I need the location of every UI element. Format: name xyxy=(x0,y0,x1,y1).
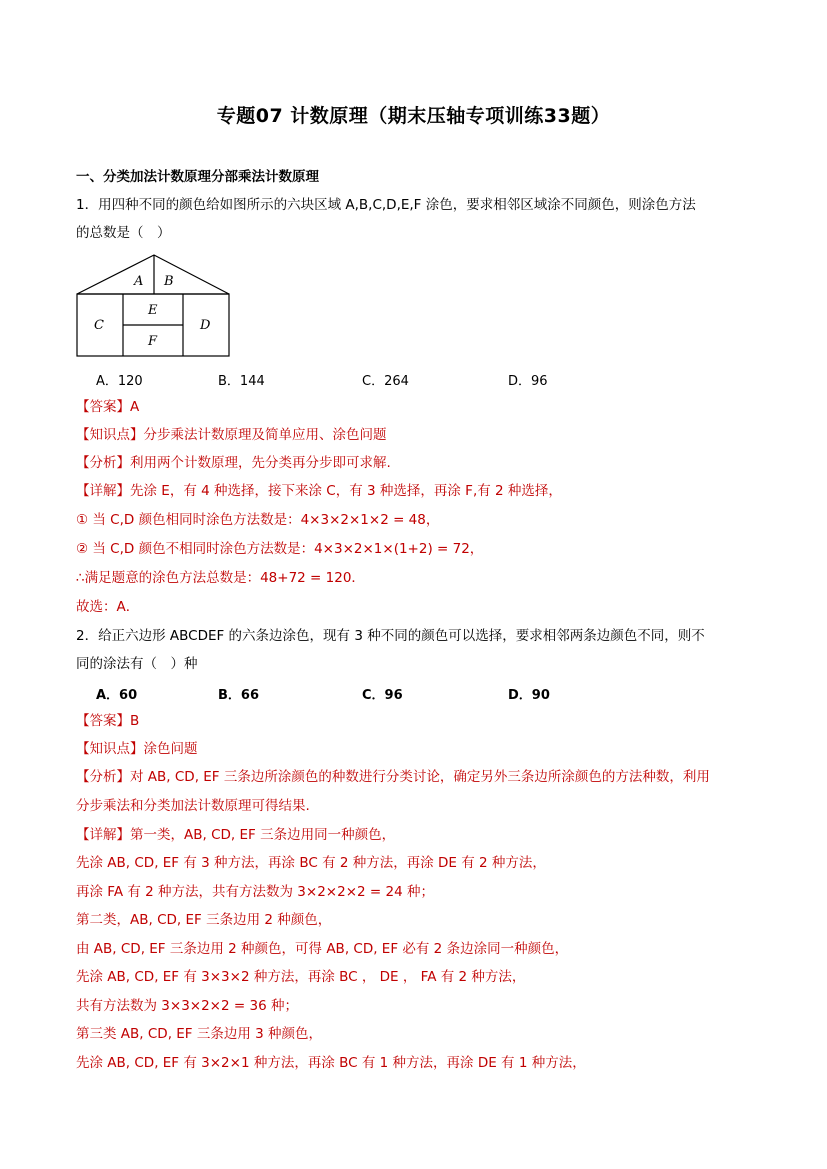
region-label-b: B xyxy=(164,274,174,289)
region-label-e: E xyxy=(148,303,158,318)
region-label-f: F xyxy=(148,334,158,349)
page-title: 专题07 计数原理（期末压轴专项训练33题） xyxy=(216,105,611,127)
q2-analysis-line2: 分步乘法和分类加法计数原理可得结果. xyxy=(76,798,310,814)
section-heading: 一、分类加法计数原理分部乘法计数原理 xyxy=(76,169,319,185)
q1-region-figure xyxy=(74,252,234,360)
q2-option-a: A．60 xyxy=(96,688,138,703)
q1-detail: 【详解】先涂 E，有 4 种选择，接下来涂 C，有 3 种选择，再涂 F,有 2 种选择， xyxy=(76,483,562,499)
q2-option-b: B．66 xyxy=(218,688,259,703)
q2-analysis-line1: 【分析】对 AB, CD, EF 三条边所涂颜色的种数进行分类讨论，确定另外三条边所涂颜色的方法种数，利用 xyxy=(76,769,710,785)
q2-knowledge: 【知识点】涂色问题 xyxy=(76,741,198,757)
q1-choice: 故选：A． xyxy=(76,599,140,615)
q2-option-d: D．90 xyxy=(508,688,550,703)
q1-case2: ② 当 C,D 颜色不相同时涂色方法数是：4×3×2×1×(1+2) = 72， xyxy=(76,541,484,557)
q2-detail-line4: 第二类，AB, CD, EF 三条边用 2 种颜色， xyxy=(76,912,332,928)
region-label-d: D xyxy=(200,318,211,333)
q1-knowledge: 【知识点】分步乘法计数原理及简单应用、涂色问题 xyxy=(76,427,387,443)
q1-case1: ① 当 C,D 颜色相同时涂色方法数是：4×3×2×1×2 = 48， xyxy=(76,512,440,528)
q2-detail-line3: 再涂 FA 有 2 种方法，共有方法数为 3×2×2×2 = 24 种； xyxy=(76,884,434,900)
q1-analysis: 【分析】利用两个计数原理，先分类再分步即可求解. xyxy=(76,455,391,471)
q2-stem-line2: 同的涂法有（ ）种 xyxy=(76,656,198,672)
q1-stem-line2: 的总数是（ ） xyxy=(76,225,171,241)
q1-option-b: B．144 xyxy=(218,374,265,389)
q2-detail-line8: 第三类 AB, CD, EF 三条边用 3 种颜色， xyxy=(76,1026,323,1042)
q1-option-c: C．264 xyxy=(362,374,409,389)
q2-option-c: C．96 xyxy=(362,688,403,703)
q2-detail-line9: 先涂 AB, CD, EF 有 3×2×1 种方法，再涂 BC 有 1 种方法，再涂 DE 有 1 种方法， xyxy=(76,1055,586,1071)
region-label-a: A xyxy=(134,274,144,289)
q2-detail-line1: 【详解】第一类，AB, CD, EF 三条边用同一种颜色， xyxy=(76,827,396,843)
q1-total: ∴满足题意的涂色方法总数是：48+72 = 120． xyxy=(76,570,365,586)
q2-detail-line2: 先涂 AB, CD, EF 有 3 种方法，再涂 BC 有 2 种方法，再涂 DE 有 2 种方法， xyxy=(76,855,546,871)
q1-answer: 【答案】A xyxy=(76,399,140,415)
q1-stem-line1: 1．用四种不同的颜色给如图所示的六块区域 A,B,C,D,E,F 涂色，要求相邻区域涂不同颜色，则涂色方法 xyxy=(76,197,696,213)
q2-answer: 【答案】B xyxy=(76,713,140,729)
q2-detail-line7: 共有方法数为 3×3×2×2 = 36 种； xyxy=(76,998,298,1014)
region-label-c: C xyxy=(94,318,104,333)
q2-detail-line5: 由 AB, CD, EF 三条边用 2 种颜色，可得 AB, CD, EF 必有 2 条边涂同一种颜色， xyxy=(76,941,569,957)
q1-option-d: D．96 xyxy=(508,374,548,389)
q2-stem-line1: 2．给正六边形 ABCDEF 的六条边涂色，现有 3 种不同的颜色可以选择，要求相邻两条边颜色不同，则不 xyxy=(76,628,705,644)
q2-detail-line6: 先涂 AB, CD, EF 有 3×3×2 种方法，再涂 BC ， DE ， FA 有 2 种方法， xyxy=(76,969,526,985)
q1-option-a: A．120 xyxy=(96,374,143,389)
